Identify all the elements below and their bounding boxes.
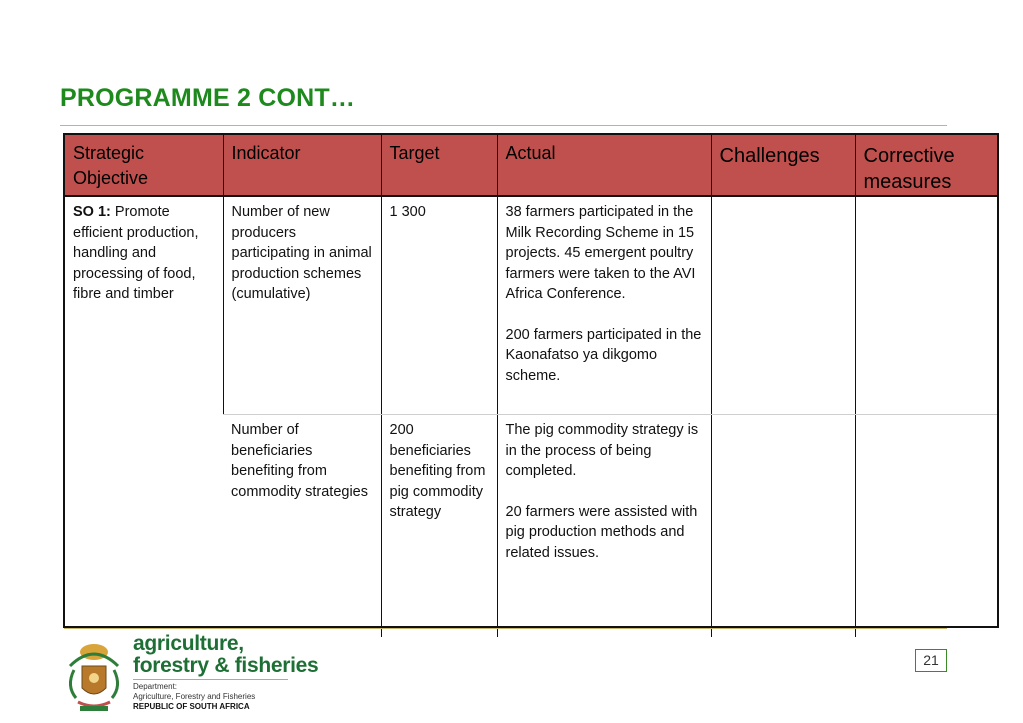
brand-divider <box>133 679 288 680</box>
footer-divider <box>64 628 947 629</box>
corrective-measures-cell <box>855 415 997 638</box>
programme-table <box>63 133 999 628</box>
actual-cell <box>497 415 711 638</box>
challenges-cell <box>711 415 855 638</box>
challenges-cell <box>711 196 855 415</box>
actual-cell <box>497 196 711 415</box>
brand-line-2: forestry & fisheries <box>133 654 319 677</box>
header-actual: Actual <box>497 135 711 196</box>
header-indicator: Indicator <box>223 135 381 196</box>
coat-of-arms-icon <box>64 636 124 716</box>
so-label: SO 1: <box>73 204 111 220</box>
target-cell: 1 300 <box>381 196 497 415</box>
actual-paragraph: 38 farmers participated in the Milk Recording Scheme in 15 projects. 45 emergent poultry farmers were taken to the AVI Africa Conference. <box>505 204 696 302</box>
actual-paragraph: The pig commodity strategy is in the process of being completed. <box>505 422 699 479</box>
corrective-measures-cell <box>855 196 997 415</box>
header-corrective-measures: Corrective measures <box>855 135 997 196</box>
indicator-cell: Number of beneficiaries benefiting from commodity strategies <box>231 422 368 500</box>
department-name: Agriculture, Forestry and Fisheries <box>133 692 256 701</box>
header-strategic-objective: Strategic Objective <box>65 135 223 196</box>
table-header-row <box>65 135 997 196</box>
country-name: REPUBLIC OF SOUTH AFRICA <box>133 702 250 711</box>
target-cell: 200 beneficiaries benefiting from pig commodity strategy <box>381 415 497 638</box>
header-target: Target <box>381 135 497 196</box>
strategic-objective-cell <box>65 196 223 637</box>
indicator-cell: Number of new producers participating in animal production schemes (cumulative) <box>223 196 381 415</box>
header-challenges: Challenges <box>711 135 855 196</box>
brand-line-1: agriculture, <box>133 632 244 655</box>
actual-paragraph: 20 farmers were assisted with pig production methods and related issues. <box>505 503 698 561</box>
actual-paragraph: 200 farmers participated in the Kaonafatso ya dikgomo scheme. <box>505 326 702 384</box>
page-title: PROGRAMME 2 CONT… <box>60 84 356 112</box>
page-number: 21 <box>915 649 947 672</box>
title-divider <box>60 125 947 126</box>
so-text: Promote efficient production, handling and processing of food, fibre and timber <box>73 204 199 302</box>
table-row <box>65 196 997 415</box>
department-label: Department: <box>133 682 178 691</box>
